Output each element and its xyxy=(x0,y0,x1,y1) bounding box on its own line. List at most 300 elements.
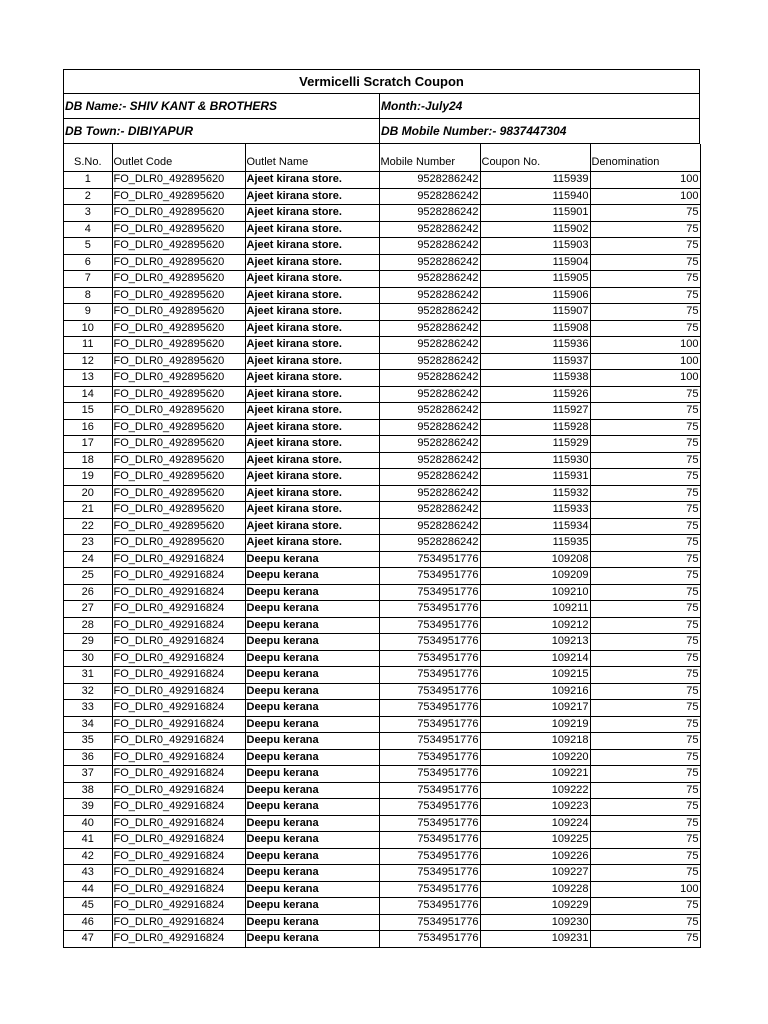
cell-outlet-code: FO_DLR0_492895620 xyxy=(112,304,245,321)
cell-mobile-number: 7534951776 xyxy=(379,716,480,733)
cell-denomination: 100 xyxy=(590,370,700,387)
cell-mobile-number: 7534951776 xyxy=(379,667,480,684)
coupon-table xyxy=(64,144,701,948)
cell-outlet-code: FO_DLR0_492895620 xyxy=(112,535,245,552)
table-row xyxy=(64,584,700,601)
cell-mobile-number: 9528286242 xyxy=(379,221,480,238)
cell-outlet-name: Ajeet kirana store. xyxy=(245,502,379,519)
cell-mobile-number: 9528286242 xyxy=(379,386,480,403)
cell-sno: 5 xyxy=(64,238,112,255)
cell-mobile-number: 7534951776 xyxy=(379,700,480,717)
cell-sno: 10 xyxy=(64,320,112,337)
cell-outlet-code: FO_DLR0_492895620 xyxy=(112,419,245,436)
cell-coupon-no: 109229 xyxy=(480,898,590,915)
table-row xyxy=(64,733,700,750)
cell-coupon-no: 109222 xyxy=(480,782,590,799)
cell-coupon-no: 115935 xyxy=(480,535,590,552)
table-row xyxy=(64,221,700,238)
cell-sno: 21 xyxy=(64,502,112,519)
cell-mobile-number: 9528286242 xyxy=(379,419,480,436)
cell-mobile-number: 9528286242 xyxy=(379,238,480,255)
cell-sno: 26 xyxy=(64,584,112,601)
cell-denomination: 75 xyxy=(590,799,700,816)
cell-mobile-number: 9528286242 xyxy=(379,518,480,535)
table-row xyxy=(64,386,700,403)
table-row xyxy=(64,254,700,271)
cell-denomination: 75 xyxy=(590,766,700,783)
cell-mobile-number: 9528286242 xyxy=(379,485,480,502)
cell-coupon-no: 115905 xyxy=(480,271,590,288)
cell-denomination: 75 xyxy=(590,683,700,700)
cell-coupon-no: 115932 xyxy=(480,485,590,502)
table-row xyxy=(64,353,700,370)
cell-outlet-name: Deepu kerana xyxy=(245,683,379,700)
cell-mobile-number: 7534951776 xyxy=(379,865,480,882)
cell-denomination: 75 xyxy=(590,436,700,453)
table-row xyxy=(64,287,700,304)
cell-outlet-code: FO_DLR0_492916824 xyxy=(112,568,245,585)
cell-sno: 40 xyxy=(64,815,112,832)
cell-denomination: 100 xyxy=(590,188,700,205)
table-row xyxy=(64,617,700,634)
cell-sno: 18 xyxy=(64,452,112,469)
header-coupon-no: Coupon No. xyxy=(480,144,590,172)
cell-outlet-name: Deepu kerana xyxy=(245,749,379,766)
cell-outlet-name: Deepu kerana xyxy=(245,848,379,865)
info-row-1 xyxy=(64,94,700,119)
cell-mobile-number: 9528286242 xyxy=(379,502,480,519)
cell-sno: 12 xyxy=(64,353,112,370)
cell-outlet-code: FO_DLR0_492895620 xyxy=(112,370,245,387)
cell-outlet-name: Ajeet kirana store. xyxy=(245,535,379,552)
cell-outlet-code: FO_DLR0_492916824 xyxy=(112,551,245,568)
cell-sno: 23 xyxy=(64,535,112,552)
cell-coupon-no: 115933 xyxy=(480,502,590,519)
cell-outlet-name: Ajeet kirana store. xyxy=(245,304,379,321)
cell-coupon-no: 115903 xyxy=(480,238,590,255)
cell-denomination: 75 xyxy=(590,386,700,403)
cell-mobile-number: 9528286242 xyxy=(379,188,480,205)
cell-outlet-name: Deepu kerana xyxy=(245,799,379,816)
cell-outlet-name: Deepu kerana xyxy=(245,667,379,684)
cell-outlet-code: FO_DLR0_492895620 xyxy=(112,238,245,255)
cell-sno: 31 xyxy=(64,667,112,684)
cell-coupon-no: 115936 xyxy=(480,337,590,354)
cell-sno: 37 xyxy=(64,766,112,783)
header-mobile-number: Mobile Number xyxy=(379,144,480,172)
cell-outlet-name: Ajeet kirana store. xyxy=(245,403,379,420)
cell-sno: 29 xyxy=(64,634,112,651)
cell-outlet-code: FO_DLR0_492895620 xyxy=(112,436,245,453)
cell-outlet-name: Ajeet kirana store. xyxy=(245,320,379,337)
cell-denomination: 75 xyxy=(590,749,700,766)
cell-sno: 4 xyxy=(64,221,112,238)
cell-sno: 39 xyxy=(64,799,112,816)
table-row xyxy=(64,518,700,535)
coupon-sheet xyxy=(63,69,700,948)
cell-mobile-number: 9528286242 xyxy=(379,320,480,337)
header-sno: S.No. xyxy=(64,144,112,172)
table-row xyxy=(64,172,700,189)
cell-outlet-code: FO_DLR0_492895620 xyxy=(112,386,245,403)
cell-mobile-number: 9528286242 xyxy=(379,469,480,486)
cell-outlet-code: FO_DLR0_492916824 xyxy=(112,667,245,684)
cell-outlet-code: FO_DLR0_492895620 xyxy=(112,188,245,205)
cell-outlet-name: Ajeet kirana store. xyxy=(245,205,379,222)
table-row xyxy=(64,485,700,502)
table-row xyxy=(64,931,700,948)
cell-mobile-number: 9528286242 xyxy=(379,403,480,420)
table-row xyxy=(64,551,700,568)
cell-mobile-number: 7534951776 xyxy=(379,749,480,766)
cell-outlet-code: FO_DLR0_492916824 xyxy=(112,848,245,865)
cell-outlet-name: Ajeet kirana store. xyxy=(245,452,379,469)
cell-outlet-name: Deepu kerana xyxy=(245,881,379,898)
cell-coupon-no: 109214 xyxy=(480,650,590,667)
cell-sno: 36 xyxy=(64,749,112,766)
cell-sno: 42 xyxy=(64,848,112,865)
cell-mobile-number: 7534951776 xyxy=(379,832,480,849)
cell-mobile-number: 7534951776 xyxy=(379,601,480,618)
cell-denomination: 75 xyxy=(590,551,700,568)
cell-sno: 47 xyxy=(64,931,112,948)
cell-outlet-name: Ajeet kirana store. xyxy=(245,485,379,502)
cell-outlet-name: Deepu kerana xyxy=(245,733,379,750)
table-row xyxy=(64,683,700,700)
cell-coupon-no: 109210 xyxy=(480,584,590,601)
cell-denomination: 75 xyxy=(590,733,700,750)
cell-mobile-number: 9528286242 xyxy=(379,452,480,469)
cell-mobile-number: 7534951776 xyxy=(379,931,480,948)
cell-outlet-name: Ajeet kirana store. xyxy=(245,188,379,205)
table-row xyxy=(64,898,700,915)
cell-sno: 25 xyxy=(64,568,112,585)
cell-sno: 41 xyxy=(64,832,112,849)
cell-sno: 6 xyxy=(64,254,112,271)
cell-coupon-no: 109218 xyxy=(480,733,590,750)
cell-sno: 27 xyxy=(64,601,112,618)
cell-denomination: 75 xyxy=(590,502,700,519)
db-name: DB Name:- SHIV KANT & BROTHERS xyxy=(64,94,380,118)
cell-denomination: 75 xyxy=(590,931,700,948)
cell-denomination: 75 xyxy=(590,568,700,585)
cell-sno: 3 xyxy=(64,205,112,222)
cell-sno: 14 xyxy=(64,386,112,403)
cell-coupon-no: 109226 xyxy=(480,848,590,865)
cell-coupon-no: 115928 xyxy=(480,419,590,436)
cell-outlet-name: Deepu kerana xyxy=(245,700,379,717)
cell-outlet-code: FO_DLR0_492916824 xyxy=(112,700,245,717)
cell-coupon-no: 115940 xyxy=(480,188,590,205)
cell-denomination: 75 xyxy=(590,898,700,915)
cell-denomination: 100 xyxy=(590,353,700,370)
cell-denomination: 75 xyxy=(590,271,700,288)
cell-outlet-code: FO_DLR0_492895620 xyxy=(112,403,245,420)
db-mobile-number: DB Mobile Number:- 9837447304 xyxy=(380,119,700,143)
header-outlet-name: Outlet Name xyxy=(245,144,379,172)
cell-coupon-no: 115937 xyxy=(480,353,590,370)
db-town: DB Town:- DIBIYAPUR xyxy=(64,119,380,143)
cell-coupon-no: 115926 xyxy=(480,386,590,403)
cell-outlet-code: FO_DLR0_492916824 xyxy=(112,716,245,733)
cell-sno: 35 xyxy=(64,733,112,750)
cell-sno: 22 xyxy=(64,518,112,535)
cell-outlet-code: FO_DLR0_492916824 xyxy=(112,898,245,915)
cell-sno: 43 xyxy=(64,865,112,882)
cell-coupon-no: 115902 xyxy=(480,221,590,238)
cell-coupon-no: 109211 xyxy=(480,601,590,618)
cell-mobile-number: 7534951776 xyxy=(379,650,480,667)
cell-coupon-no: 109224 xyxy=(480,815,590,832)
cell-coupon-no: 115901 xyxy=(480,205,590,222)
table-row xyxy=(64,799,700,816)
cell-coupon-no: 109227 xyxy=(480,865,590,882)
cell-outlet-code: FO_DLR0_492895620 xyxy=(112,221,245,238)
cell-mobile-number: 7534951776 xyxy=(379,617,480,634)
cell-mobile-number: 7534951776 xyxy=(379,799,480,816)
table-row xyxy=(64,271,700,288)
cell-coupon-no: 115930 xyxy=(480,452,590,469)
table-row xyxy=(64,320,700,337)
cell-outlet-name: Ajeet kirana store. xyxy=(245,436,379,453)
table-row xyxy=(64,568,700,585)
cell-mobile-number: 9528286242 xyxy=(379,337,480,354)
cell-outlet-code: FO_DLR0_492916824 xyxy=(112,914,245,931)
cell-outlet-name: Deepu kerana xyxy=(245,766,379,783)
cell-outlet-code: FO_DLR0_492916824 xyxy=(112,799,245,816)
cell-outlet-name: Deepu kerana xyxy=(245,617,379,634)
cell-coupon-no: 115904 xyxy=(480,254,590,271)
table-row xyxy=(64,419,700,436)
header-denomination: Denomination xyxy=(590,144,700,172)
table-row xyxy=(64,914,700,931)
cell-outlet-name: Deepu kerana xyxy=(245,865,379,882)
cell-outlet-name: Ajeet kirana store. xyxy=(245,337,379,354)
cell-outlet-code: FO_DLR0_492895620 xyxy=(112,287,245,304)
cell-mobile-number: 7534951776 xyxy=(379,766,480,783)
cell-outlet-code: FO_DLR0_492916824 xyxy=(112,634,245,651)
cell-mobile-number: 7534951776 xyxy=(379,634,480,651)
cell-sno: 8 xyxy=(64,287,112,304)
cell-mobile-number: 9528286242 xyxy=(379,436,480,453)
cell-outlet-name: Deepu kerana xyxy=(245,650,379,667)
cell-denomination: 75 xyxy=(590,667,700,684)
cell-denomination: 100 xyxy=(590,337,700,354)
cell-mobile-number: 7534951776 xyxy=(379,782,480,799)
cell-outlet-code: FO_DLR0_492916824 xyxy=(112,881,245,898)
cell-outlet-code: FO_DLR0_492916824 xyxy=(112,815,245,832)
cell-denomination: 75 xyxy=(590,485,700,502)
cell-outlet-code: FO_DLR0_492895620 xyxy=(112,469,245,486)
table-row xyxy=(64,469,700,486)
cell-outlet-code: FO_DLR0_492895620 xyxy=(112,172,245,189)
cell-coupon-no: 115929 xyxy=(480,436,590,453)
cell-outlet-code: FO_DLR0_492916824 xyxy=(112,601,245,618)
cell-coupon-no: 109219 xyxy=(480,716,590,733)
cell-outlet-code: FO_DLR0_492916824 xyxy=(112,584,245,601)
cell-outlet-code: FO_DLR0_492916824 xyxy=(112,931,245,948)
cell-denomination: 75 xyxy=(590,650,700,667)
cell-outlet-name: Ajeet kirana store. xyxy=(245,172,379,189)
cell-outlet-code: FO_DLR0_492895620 xyxy=(112,271,245,288)
cell-outlet-name: Deepu kerana xyxy=(245,931,379,948)
cell-denomination: 75 xyxy=(590,403,700,420)
cell-denomination: 75 xyxy=(590,617,700,634)
cell-denomination: 75 xyxy=(590,518,700,535)
cell-denomination: 75 xyxy=(590,815,700,832)
cell-coupon-no: 109209 xyxy=(480,568,590,585)
cell-outlet-name: Deepu kerana xyxy=(245,782,379,799)
table-row xyxy=(64,238,700,255)
cell-coupon-no: 115938 xyxy=(480,370,590,387)
cell-sno: 46 xyxy=(64,914,112,931)
cell-coupon-no: 115907 xyxy=(480,304,590,321)
cell-mobile-number: 9528286242 xyxy=(379,287,480,304)
cell-coupon-no: 109213 xyxy=(480,634,590,651)
cell-mobile-number: 7534951776 xyxy=(379,551,480,568)
cell-outlet-name: Ajeet kirana store. xyxy=(245,370,379,387)
cell-mobile-number: 9528286242 xyxy=(379,304,480,321)
cell-sno: 1 xyxy=(64,172,112,189)
header-row xyxy=(64,144,700,172)
cell-denomination: 75 xyxy=(590,469,700,486)
cell-denomination: 100 xyxy=(590,881,700,898)
table-row xyxy=(64,337,700,354)
cell-outlet-name: Deepu kerana xyxy=(245,898,379,915)
cell-outlet-name: Deepu kerana xyxy=(245,584,379,601)
cell-outlet-name: Deepu kerana xyxy=(245,815,379,832)
cell-sno: 19 xyxy=(64,469,112,486)
table-row xyxy=(64,667,700,684)
cell-denomination: 75 xyxy=(590,914,700,931)
table-row xyxy=(64,304,700,321)
cell-outlet-code: FO_DLR0_492916824 xyxy=(112,782,245,799)
cell-denomination: 75 xyxy=(590,419,700,436)
cell-outlet-code: FO_DLR0_492916824 xyxy=(112,766,245,783)
cell-denomination: 75 xyxy=(590,848,700,865)
cell-outlet-name: Deepu kerana xyxy=(245,551,379,568)
table-row xyxy=(64,881,700,898)
cell-sno: 38 xyxy=(64,782,112,799)
table-row xyxy=(64,815,700,832)
table-row xyxy=(64,452,700,469)
cell-coupon-no: 109217 xyxy=(480,700,590,717)
cell-outlet-name: Deepu kerana xyxy=(245,716,379,733)
cell-sno: 28 xyxy=(64,617,112,634)
cell-denomination: 75 xyxy=(590,452,700,469)
cell-denomination: 75 xyxy=(590,221,700,238)
cell-denomination: 75 xyxy=(590,601,700,618)
cell-outlet-name: Deepu kerana xyxy=(245,634,379,651)
cell-denomination: 75 xyxy=(590,205,700,222)
cell-mobile-number: 9528286242 xyxy=(379,353,480,370)
cell-outlet-code: FO_DLR0_492895620 xyxy=(112,254,245,271)
cell-outlet-code: FO_DLR0_492916824 xyxy=(112,749,245,766)
table-row xyxy=(64,370,700,387)
table-row xyxy=(64,205,700,222)
cell-outlet-name: Ajeet kirana store. xyxy=(245,353,379,370)
table-row xyxy=(64,749,700,766)
table-row xyxy=(64,601,700,618)
table-row xyxy=(64,403,700,420)
cell-mobile-number: 7534951776 xyxy=(379,898,480,915)
cell-outlet-code: FO_DLR0_492895620 xyxy=(112,502,245,519)
cell-denomination: 75 xyxy=(590,254,700,271)
cell-denomination: 75 xyxy=(590,782,700,799)
cell-coupon-no: 115931 xyxy=(480,469,590,486)
cell-sno: 11 xyxy=(64,337,112,354)
cell-denomination: 75 xyxy=(590,634,700,651)
cell-coupon-no: 115908 xyxy=(480,320,590,337)
cell-coupon-no: 115939 xyxy=(480,172,590,189)
table-row xyxy=(64,634,700,651)
cell-denomination: 75 xyxy=(590,865,700,882)
cell-sno: 7 xyxy=(64,271,112,288)
cell-coupon-no: 109231 xyxy=(480,931,590,948)
cell-mobile-number: 9528286242 xyxy=(379,254,480,271)
cell-mobile-number: 7534951776 xyxy=(379,584,480,601)
cell-outlet-code: FO_DLR0_492895620 xyxy=(112,485,245,502)
table-row xyxy=(64,716,700,733)
cell-sno: 32 xyxy=(64,683,112,700)
cell-outlet-name: Ajeet kirana store. xyxy=(245,271,379,288)
cell-coupon-no: 115927 xyxy=(480,403,590,420)
table-row xyxy=(64,782,700,799)
cell-outlet-code: FO_DLR0_492895620 xyxy=(112,320,245,337)
cell-coupon-no: 109216 xyxy=(480,683,590,700)
cell-denomination: 75 xyxy=(590,304,700,321)
cell-denomination: 75 xyxy=(590,700,700,717)
cell-outlet-name: Ajeet kirana store. xyxy=(245,238,379,255)
info-row-2 xyxy=(64,119,700,144)
cell-sno: 33 xyxy=(64,700,112,717)
cell-coupon-no: 109208 xyxy=(480,551,590,568)
table-row xyxy=(64,535,700,552)
cell-mobile-number: 7534951776 xyxy=(379,881,480,898)
table-row xyxy=(64,832,700,849)
cell-coupon-no: 109212 xyxy=(480,617,590,634)
cell-denomination: 75 xyxy=(590,320,700,337)
cell-outlet-name: Ajeet kirana store. xyxy=(245,419,379,436)
month: Month:-July24 xyxy=(380,94,700,118)
cell-mobile-number: 9528286242 xyxy=(379,535,480,552)
table-row xyxy=(64,848,700,865)
cell-coupon-no: 109228 xyxy=(480,881,590,898)
header-outlet-code: Outlet Code xyxy=(112,144,245,172)
cell-mobile-number: 7534951776 xyxy=(379,733,480,750)
cell-sno: 16 xyxy=(64,419,112,436)
cell-mobile-number: 7534951776 xyxy=(379,568,480,585)
cell-outlet-name: Deepu kerana xyxy=(245,832,379,849)
cell-denomination: 75 xyxy=(590,535,700,552)
table-row xyxy=(64,502,700,519)
cell-sno: 13 xyxy=(64,370,112,387)
table-row xyxy=(64,766,700,783)
cell-outlet-name: Ajeet kirana store. xyxy=(245,221,379,238)
cell-sno: 24 xyxy=(64,551,112,568)
cell-coupon-no: 109223 xyxy=(480,799,590,816)
cell-outlet-code: FO_DLR0_492895620 xyxy=(112,452,245,469)
cell-sno: 44 xyxy=(64,881,112,898)
cell-outlet-code: FO_DLR0_492895620 xyxy=(112,337,245,354)
cell-sno: 9 xyxy=(64,304,112,321)
cell-sno: 2 xyxy=(64,188,112,205)
cell-outlet-name: Deepu kerana xyxy=(245,568,379,585)
cell-outlet-code: FO_DLR0_492916824 xyxy=(112,650,245,667)
cell-coupon-no: 115934 xyxy=(480,518,590,535)
cell-outlet-code: FO_DLR0_492895620 xyxy=(112,353,245,370)
cell-outlet-name: Ajeet kirana store. xyxy=(245,287,379,304)
